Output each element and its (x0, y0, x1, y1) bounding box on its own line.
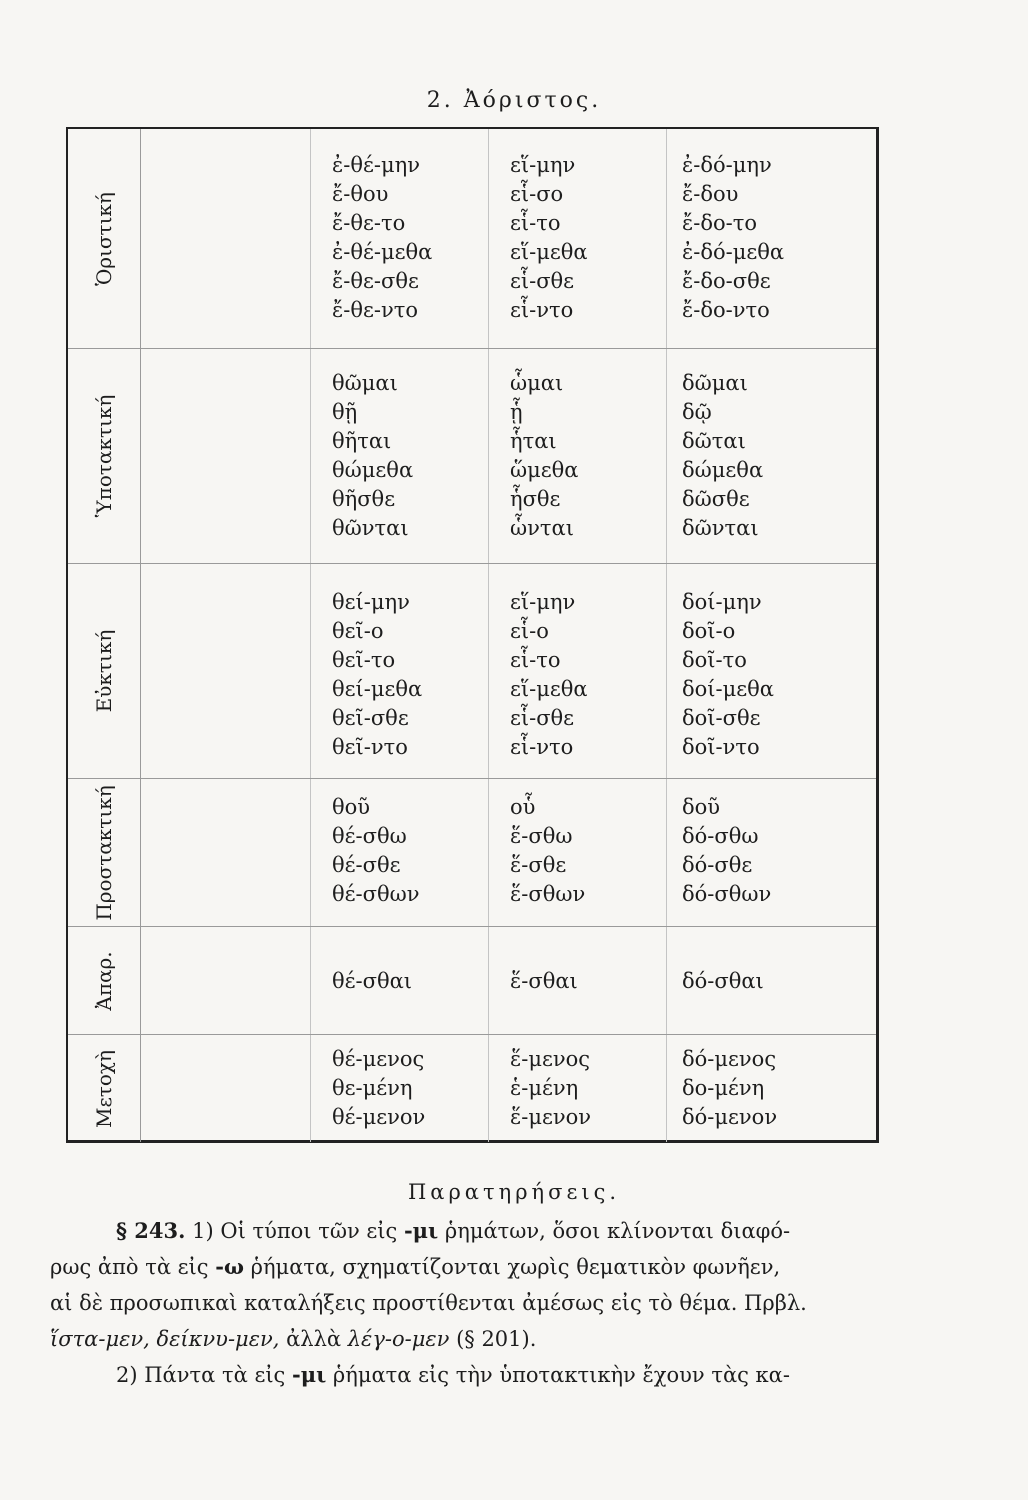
mood-label: Ὑποτακτική (92, 394, 116, 518)
page-title: 2. Ἀόριστος. (426, 88, 602, 113)
form-cell: θῶμαι (332, 371, 398, 395)
form-cell: εἷ-ντο (510, 298, 574, 322)
form-cell: εἷ-ο (510, 619, 549, 643)
form-cell: εἵ-μεθα (510, 240, 588, 264)
form-cell: δοῖ-σθε (682, 706, 761, 730)
form-cell: ἧσθε (510, 487, 561, 511)
mood-cell (68, 349, 141, 563)
form-cell: εἷ-σο (510, 182, 564, 206)
section-indicative (68, 129, 876, 349)
form-cell: δοῖ-ντο (682, 735, 760, 759)
form-cell: θε-μένη (332, 1076, 413, 1100)
form-cell: θέ-μενον (332, 1105, 426, 1129)
form-cell: δό-σθε (682, 853, 753, 877)
form-cell: ἔ-δο-το (682, 211, 758, 235)
form-cell: εἵ-μεθα (510, 677, 588, 701)
form-cell: θῇ (332, 400, 358, 424)
form-cell: εἵ-μην (510, 590, 576, 614)
section-optative (68, 564, 876, 779)
form-cell: θεῖ-ντο (332, 735, 408, 759)
form-cell: ἑ-μένη (510, 1076, 579, 1100)
form-cell: ὥμεθα (510, 458, 579, 482)
mood-cell (68, 564, 141, 778)
form-cell: δοῖ-ο (682, 619, 736, 643)
form-cell: δῶσθε (682, 487, 750, 511)
form-cell: θέ-μενος (332, 1047, 425, 1071)
form-cell: ᾗ (510, 400, 523, 424)
form-cell: δό-σθαι (682, 969, 764, 993)
form-cell: ἕ-σθων (510, 882, 586, 906)
form-cell: ἕ-μενον (510, 1105, 592, 1129)
paragraph-243-line4: ἵστα-μεν, δείκνυ-μεν, ἀλλὰ λέγ-ο-μεν (§ 201). (50, 1327, 537, 1351)
form-cell: εἷ-το (510, 648, 561, 672)
form-cell: ἔ-θου (332, 182, 389, 206)
mood-label: Ἀπαρ. (92, 950, 116, 1011)
form-cell: δοῖ-το (682, 648, 747, 672)
form-cell: ὧμαι (510, 371, 564, 395)
form-cell: θέ-σθων (332, 882, 420, 906)
form-cell: δο-μένη (682, 1076, 765, 1100)
form-cell: θέ-σθαι (332, 969, 413, 993)
mood-cell (68, 779, 141, 926)
mood-label: Εὐκτική (92, 629, 116, 713)
form-cell: ἧται (510, 429, 557, 453)
form-cell: ἕ-σθε (510, 853, 567, 877)
section-infinitive (68, 927, 876, 1035)
form-cell: εἷ-το (510, 211, 561, 235)
form-cell: δό-σθων (682, 882, 772, 906)
mood-cell (68, 129, 141, 348)
form-cell: δῷ (682, 400, 712, 424)
form-cell: ἔ-δο-ντο (682, 298, 770, 322)
form-cell: ὧνται (510, 516, 574, 540)
form-cell: θῆται (332, 429, 392, 453)
form-cell: θῶνται (332, 516, 409, 540)
form-cell: δῶμαι (682, 371, 748, 395)
form-cell: ἐ-θέ-μεθα (332, 240, 433, 264)
form-cell: δό-μενος (682, 1047, 777, 1071)
form-cell: ἕ-σθαι (510, 969, 578, 993)
form-cell: ἔ-δου (682, 182, 739, 206)
form-cell: θέ-σθε (332, 853, 401, 877)
form-cell: δοῦ (682, 795, 721, 819)
mood-cell (68, 1035, 141, 1142)
form-cell: θέ-σθω (332, 824, 407, 848)
form-cell: εἷ-ντο (510, 735, 574, 759)
mood-cell (68, 927, 141, 1034)
form-cell: δοί-μην (682, 590, 762, 614)
form-cell: θεῖ-το (332, 648, 396, 672)
conjugation-table (66, 127, 879, 1143)
observations-title: Παρατηρήσεις. (407, 1180, 621, 1204)
form-cell: δῶνται (682, 516, 759, 540)
form-cell: ἔ-θε-ντο (332, 298, 419, 322)
form-cell: ἔ-θε-το (332, 211, 406, 235)
paragraph-243-line2: ρως ἀπὸ τὰ εἰς -ω ῥήματα, σχηματίζονται χωρὶς θεματικὸν φωνῆεν, (50, 1254, 781, 1279)
mood-label: Προστακτική (92, 784, 116, 921)
form-cell: εἷ-σθε (510, 269, 575, 293)
section-subjunctive (68, 349, 876, 564)
form-cell: θεῖ-σθε (332, 706, 409, 730)
form-cell: δό-μενον (682, 1105, 778, 1129)
form-cell: οὗ (510, 795, 536, 819)
form-cell: δώμεθα (682, 458, 764, 482)
paragraph-243-line1: § 243. 1) Οἱ τύποι τῶν εἰς -μι ῥημάτων, ὅσοι κλίνονται διαφό- (116, 1218, 791, 1243)
form-cell: ἕ-μενος (510, 1047, 591, 1071)
form-cell: εἷ-σθε (510, 706, 575, 730)
form-cell: δοί-μεθα (682, 677, 774, 701)
form-cell: θεῖ-ο (332, 619, 384, 643)
form-cell: θῆσθε (332, 487, 396, 511)
form-cell: δό-σθω (682, 824, 759, 848)
form-cell: ἔ-θε-σθε (332, 269, 419, 293)
form-cell: ἐ-δό-μην (682, 153, 772, 177)
section-imperative (68, 779, 876, 927)
paragraph-2: 2) Πάντα τὰ εἰς -μι ῥήματα εἰς τὴν ὑποτακτικὴν ἔχουν τὰς κα- (116, 1362, 790, 1387)
form-cell: θεί-μεθα (332, 677, 423, 701)
form-cell: θώμεθα (332, 458, 414, 482)
form-cell: εἵ-μην (510, 153, 576, 177)
form-cell: θεί-μην (332, 590, 410, 614)
mood-label: Ὁριστική (92, 191, 116, 286)
paragraph-243-line3: αἱ δὲ προσωπικαὶ καταλήξεις προστίθενται ἀμέσως εἰς τὸ θέμα. Πρβλ. (50, 1291, 807, 1315)
section-participle (68, 1035, 876, 1142)
section-number: § 243. (116, 1218, 186, 1243)
form-cell: ἐ-δό-μεθα (682, 240, 785, 264)
form-cell: δῶται (682, 429, 746, 453)
mood-label: Μετοχὴ (92, 1049, 116, 1128)
form-cell: ἐ-θέ-μην (332, 153, 420, 177)
form-cell: θοῦ (332, 795, 371, 819)
form-cell: ἔ-δο-σθε (682, 269, 771, 293)
form-cell: ἕ-σθω (510, 824, 573, 848)
